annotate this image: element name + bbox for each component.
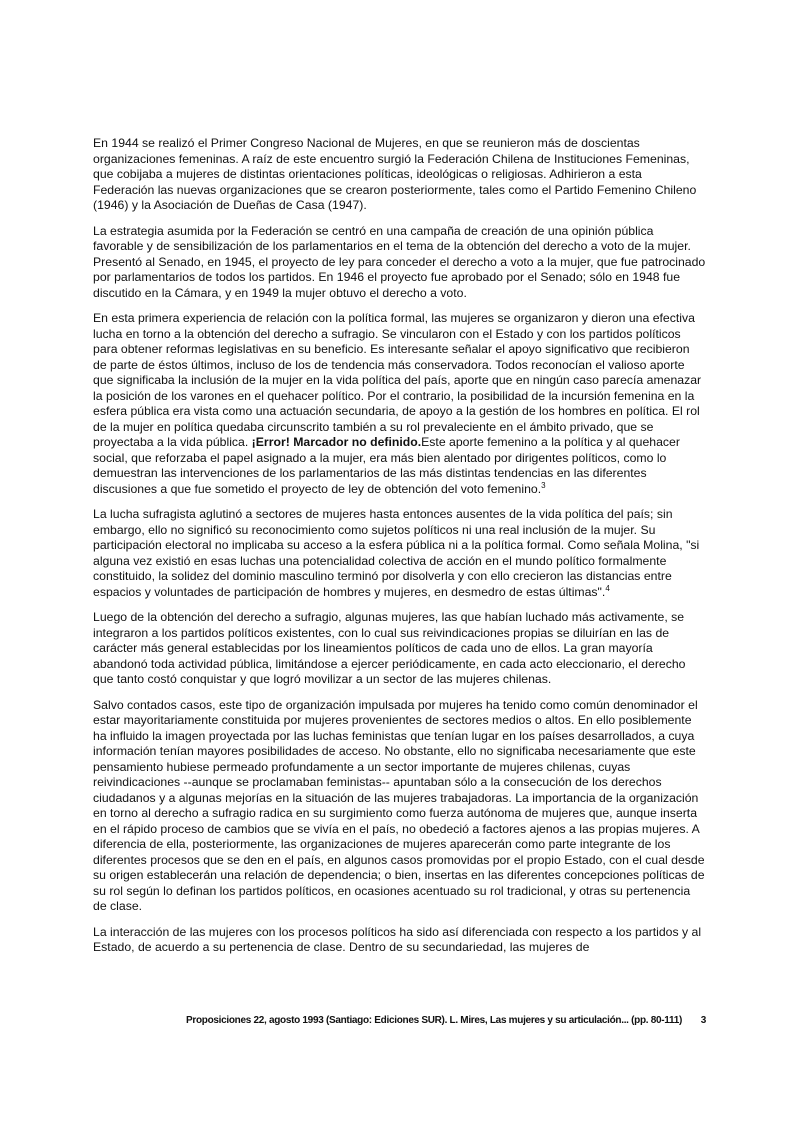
- paragraph-text-continued: Este aporte femenino a la política y al quehacer social, que reforzaba el papel asignado a la mujer, era más bien alentado por dirigentes políticos, como lo demuestran las intervenciones de los parlamentarios de las más distintas tendencias en las diferentes discusiones a que fue sometido el proyecto de ley de obtención del voto femenino.: [93, 435, 680, 496]
- paragraph-text: Luego de la obtención del derecho a sufragio, algunas mujeres, las que habían luchado más activamente, se integraron a los partidos políticos existentes, con lo cual sus reivindicaciones propias se diluirían en las de carácter más general establecidas por los lineamientos políticos de cada uno de ellos. La gran mayoría abandonó toda actividad pública, limitándose a ejercer periódicamente, en cada acto eleccionario, el derecho que tanto costó conquistar y que logró movilizar a un sector de las mujeres chilenas.: [93, 610, 686, 686]
- page-number: 3: [700, 1015, 706, 1026]
- footer-citation: Proposiciones 22, agosto 1993 (Santiago: Ediciones SUR). L. Mires, Las mujeres y su articulación... (pp. 80-111): [186, 1015, 683, 1026]
- bookmark-error-text: ¡Error! Marcador no definido.: [251, 435, 422, 449]
- page-footer: [186, 1015, 706, 1026]
- paragraph-contados-casos: [93, 698, 706, 915]
- paragraph-text: La interacción de las mujeres con los procesos políticos ha sido así diferenciada con respecto a los partidos y al Estado, de acuerdo a su pertenencia de clase. Dentro de su secundariedad, las mujeres de: [93, 924, 702, 954]
- footnote-marker-3[interactable]: 3: [541, 480, 546, 490]
- paragraph-text: La lucha sufragista aglutinó a sectores de mujeres hasta entonces ausentes de la vida política del país; sin embargo, ello no significó su reconocimiento como sujetos políticos ni una real inclusión de la mujer. Su participación electoral no implicaba su acceso a la esfera pública ni a la política formal. Como señala Molina, "si alguna vez existió en esas luchas una potencialidad colectiva de acción en el mundo político formalmente constituido, la solidez del dominio masculino terminó por disolverla y con ello crecieron las distancias entre espacios y voluntades de participación de hombres y mujeres, en desmedro de estas últimas".: [93, 507, 700, 599]
- paragraph-text: En 1944 se realizó el Primer Congreso Nacional de Mujeres, en que se reunieron más de doscientas organizaciones femeninas. A raíz de este encuentro surgió la Federación Chilena de Instituciones Femeninas, que cobijaba a mujeres de distintas orientaciones políticas, ideológicas o religiosas. Adhirieron a esta Federación las nuevas organizaciones que se crearon posteriormente, tales como el Partido Femenino Chileno (1946) y la Asociación de Dueñas de Casa (1947).: [93, 136, 697, 212]
- paragraph-obtencion-sufragio: [93, 610, 706, 688]
- document-body: [93, 136, 706, 966]
- paragraph-congreso-1944: [93, 136, 706, 214]
- paragraph-estrategia-federacion: [93, 224, 706, 302]
- paragraph-text: En esta primera experiencia de relación con la política formal, las mujeres se organizaron y dieron una efectiva lucha en torno a la obtención del derecho a sufragio. Se vincularon con el Estado y con los partidos políticos para obtener reformas legislativas en su beneficio. Es interesante señalar el apoyo significativo que recibieron de parte de éstos últimos, incluso de los de tendencia más conservadora. Todos reconocían el valioso aporte que significaba la inclusión de la mujer en la vida política del país, aporte que en ningún caso parecía amenazar la posición de los varones en el quehacer político. Por el contrario, la posibilidad de la incursión femenina en la esfera pública era vista como una actuación secundaria, de apoyo a la gestión de los hombres en política. El rol de la mujer en política quedaba circunscrito también a su rol prevaleciente en el ámbito privado, que se proyectaba a la vida pública.: [93, 311, 702, 449]
- paragraph-text: La estrategia asumida por la Federación se centró en una campaña de creación de una opinión pública favorable y de sensibilización de los parlamentarios en el tema de la obtención del derecho a voto de la mujer. Presentó al Senado, en 1945, el proyecto de ley para conceder el derecho a voto a la mujer, que fue patrocinado por parlamentarios de todos los partidos. En 1946 el proyecto fue aprobado por el Senado; sólo en 1948 fue discutido en la Cámara, y en 1949 la mujer obtuvo el derecho a voto.: [93, 223, 706, 300]
- paragraph-text: Salvo contados casos, este tipo de organización impulsada por mujeres ha tenido como común denominador el estar mayoritariamente constituida por mujeres provenientes de sectores medios o altos. En ello posiblemente ha influido la imagen proyectada por las luchas feministas que tenían lugar en los países desarrollados, a cuya información tenían mayores posibilidades de acceso. No obstante, ello no significaba necesariamente que este pensamiento hubiese permeado profundamente a un sector importante de mujeres chilenas, cuyas reivindicaciones --aunque se proclamaban feministas-- apuntaban sólo a la consecución de los derechos ciudadanos y a algunas mejorías en la situación de las mujeres trabajadoras. La importancia de la organización en torno al derecho a sufragio radica en su surgimiento como fuerza autónoma de mujeres que, aunque inserta en el rápido proceso de cambios que se vivía en el país, no obedeció a factores ajenos a las propias mujeres. A diferencia de ella, posteriormente, las organizaciones de mujeres aparecerán como parte integrante de los diferentes procesos que se den en el país, en algunos casos promovidas por el propio Estado, con el cual desde su origen establecerán una relación de dependencia; o bien, insertas en las diferentes concepciones políticas de su rol según lo definan los partidos políticos, en ocasiones acentuado su rol tradicional, y otras su pertenencia de clase.: [93, 697, 705, 913]
- paragraph-lucha-sufragista: [93, 507, 706, 600]
- footnote-marker-4[interactable]: 4: [605, 583, 610, 593]
- paragraph-interaccion: [93, 925, 706, 956]
- paragraph-primera-experiencia: [93, 311, 706, 497]
